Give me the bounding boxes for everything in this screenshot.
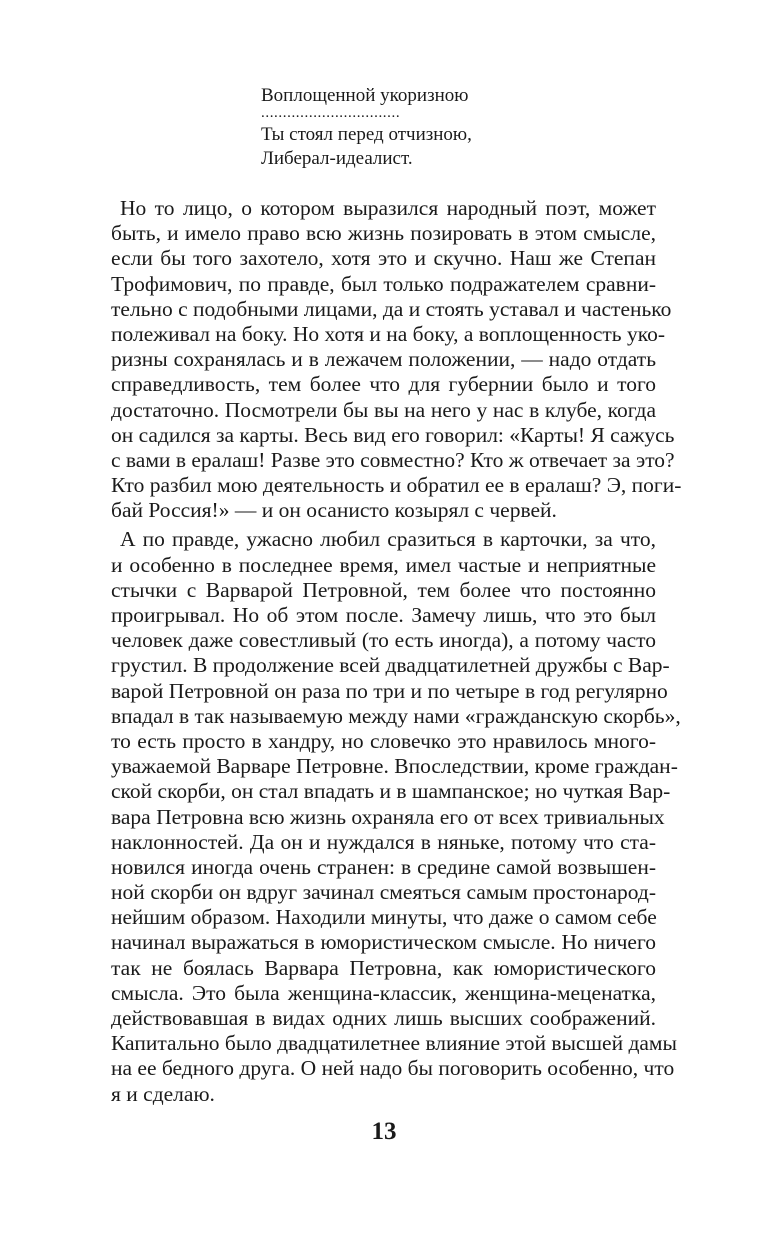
text-line: наклонностей. Да он и нуждался в няньке, потому что ста-: [111, 829, 656, 854]
text-line: тельно с подобными лицами, да и стоять уставал и частенько: [111, 296, 672, 321]
text-line: действовавшая в видах одних лишь высших соображений.: [111, 1006, 656, 1030]
epigraph-line: Либерал-идеалист.: [261, 148, 413, 169]
text-line: с вами в ералаш! Разве это совместно? Кто ж отвечает за это?: [111, 447, 675, 472]
text-line: ской скорби, он стал впадать и в шампанское; но чуткая Вар-: [111, 779, 671, 804]
text-line: ной скорби он вдруг зачинал смеяться самым простонарод-: [111, 880, 656, 905]
text-line: впадал в так называемую между нами «гражданскую скорбь»,: [111, 703, 681, 728]
epigraph-line: Ты стоял перед отчизною,: [261, 123, 472, 145]
text-line: достаточно. Посмотрели бы вы на него у нас в клубе, когда: [111, 397, 656, 422]
text-line: Кто разбил мою деятельность и обратил ее в ералаш? Э, поги-: [111, 473, 682, 498]
text-line: А по правде, ужасно любил сразиться в карточки, за что,: [120, 527, 656, 552]
text-line: варой Петровной он раза по три и по четыре в год регулярно: [111, 678, 668, 703]
text-line: и особенно в последнее время, имел частые и неприятные: [111, 552, 656, 577]
text-line: ризны сохранялась и в лежачем положении, — надо отдать: [111, 347, 656, 372]
text-line: смысла. Это была женщина-классик, женщина-меценатка,: [111, 980, 656, 1005]
epigraph: [261, 84, 661, 172]
text-line: он садился за карты. Весь вид его говорил: «Карты! Я сажусь: [111, 422, 675, 447]
text-line: Но то лицо, о котором выразился народный поэт, может: [120, 196, 656, 220]
text-line: уважаемой Варваре Петровне. Впоследствии, кроме граждан-: [111, 754, 678, 779]
page-number: 13: [371, 1118, 397, 1145]
text-line: на ее бедного друга. О ней надо бы поговорить особенно, что: [111, 1056, 675, 1081]
text-line: так не боялась Варвара Петровна, как юмористического: [111, 955, 656, 980]
paragraph: [111, 196, 682, 523]
text-line: нейшим образом. Находили минуты, что даже о самом себе: [111, 905, 657, 930]
epigraph-line: Воплощенной укоризною: [261, 85, 469, 106]
body-text: [111, 196, 682, 1111]
text-line: если бы того захотело, хотя это и скучно. Наш же Степан: [111, 246, 656, 271]
text-line: начинал выражаться в юмористическом смысле. Но ничего: [111, 930, 656, 955]
text-line: грустил. В продолжение всей двадцатилетней дружбы с Вар-: [111, 653, 670, 678]
text-line: вара Петровна всю жизнь охраняла его от всех тривиальных: [111, 804, 665, 829]
text-line: быть, и имело право всю жизнь позировать в этом смысле,: [111, 221, 656, 246]
text-line: человек даже совестливый (то есть иногда), а потому часто: [111, 628, 656, 653]
text-line: Трофимович, по правде, был только подражателем сравни-: [111, 271, 656, 296]
text-line: справедливость, тем более что для губернии было и того: [111, 372, 656, 397]
text-line: то есть просто в хандру, но словечко это нравилось много-: [111, 728, 656, 753]
text-line: бай Россия!» — и он осанисто козырял с червей.: [111, 498, 557, 523]
text-line: проигрывал. Но об этом после. Замечу лишь, что это был: [111, 603, 656, 627]
text-line: стычки с Варварой Петровной, тем более что постоянно: [111, 577, 656, 602]
text-line: Капитально было двадцатилетнее влияние этой высшей дамы: [111, 1031, 677, 1056]
epigraph-ellipsis: ................................: [261, 104, 401, 121]
text-line: новился иногда очень странен: в средине самой возвышен-: [111, 854, 656, 879]
paragraph: [111, 527, 681, 1106]
text-line: я и сделаю.: [111, 1081, 215, 1106]
text-line: полеживал на боку. Но хотя и на боку, а воплощенность уко-: [111, 321, 666, 346]
